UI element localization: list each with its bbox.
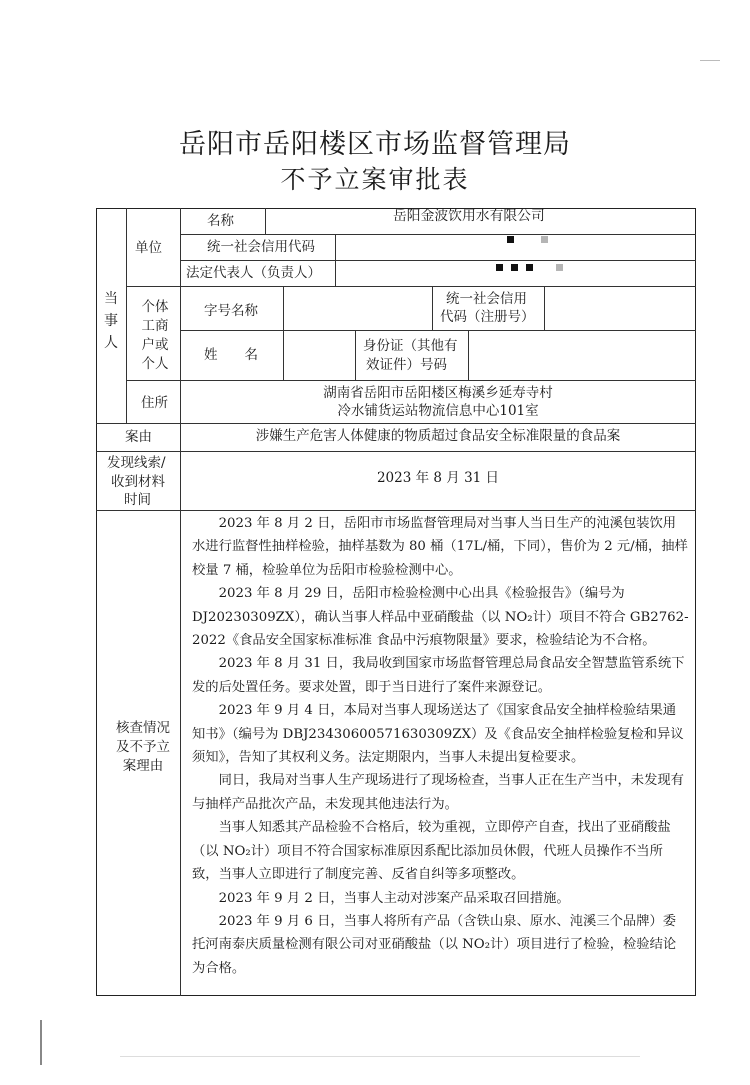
credit-code-label: 统一社会信用代码 — [207, 239, 315, 255]
redaction-mark — [541, 236, 548, 243]
scan-artifact — [700, 60, 720, 61]
review-paragraph: 2023 年 9 月 2 日，当事人主动对涉案产品采取召回措施。 — [218, 890, 570, 906]
rule-individual-bottom — [126, 380, 696, 381]
rule-code-split — [335, 234, 336, 286]
rule-review-col — [180, 510, 181, 996]
redaction-mark — [507, 236, 514, 243]
rule-case-bottom — [96, 451, 696, 452]
scan-artifact — [120, 1056, 640, 1057]
review-label: 核查情况及不予立案理由 — [116, 720, 170, 774]
review-paragraph: 2023 年 9 月 4 日，本局对当事人现场送达了《国家食品安全抽样检验结果通知书》（编号为 DBJ23430600571630309ZX）及《食品安全抽样检验复检和异议须知》，告知了其权利义务。法定期限内，当事人未提出复检要求。 — [192, 703, 684, 766]
rule-party-col — [126, 208, 127, 423]
unit-name-label: 名称 — [207, 213, 234, 229]
indiv-credit-label-1: 统一社会信用 — [446, 291, 527, 307]
review-paragraph: 2023 年 9 月 6 日，当事人将所有产品（含铁山泉、原水、沌溪三个品牌）委托河南泰庆质量检测有限公司对亚硝酸盐（以 NO₂计）项目进行了检验，检验结论为合格。 — [192, 913, 677, 976]
id-label-1: 身份证（其他有 — [363, 338, 458, 354]
id-label-2: 效证件）号码 — [366, 357, 447, 373]
rule-label-col — [180, 208, 181, 511]
rule-indiv-split-3 — [544, 286, 545, 330]
party-label: 当事人 — [104, 291, 118, 351]
review-paragraph: 2023 年 8 月 29 日，岳阳市检验检测中心出具《检验报告》（编号为 DJ20230309ZX），确认当事人样品中亚硝酸盐（以 NO₂计）项目不符合 GB2762-2022《食品安全国家标准标准 食品中污痕物限量》要求，检验结论为不合格。 — [192, 586, 689, 649]
rule-indiv-split — [283, 286, 284, 380]
review-paragraph: 2023 年 8 月 2 日，岳阳市市场监督管理局对当事人当日生产的沌溪包装饮用水进行监督性抽样检验，抽样基数为 80 桶（17L/桶，下同），售价为 2 元/桶，抽样校量 7 桶，检验单位为岳阳市检验检测中心。 — [192, 516, 688, 578]
case-value: 涉嫌生产危害人体健康的物质超过食品安全标准限量的食品案 — [255, 428, 621, 444]
rule-name — [180, 234, 696, 235]
case-label: 案由 — [125, 429, 152, 445]
redaction-mark — [496, 264, 503, 271]
rule-indiv-split-2 — [432, 286, 433, 330]
rule-unit-bottom — [126, 286, 696, 287]
redaction-mark — [511, 264, 518, 271]
rule-name-split — [265, 208, 266, 234]
document-subtitle: 不予立案审批表 — [280, 165, 470, 194]
address-line-2: 冷水铺货运站物流信息中心101室 — [337, 403, 539, 419]
address-label: 住所 — [141, 395, 168, 411]
review-paragraph: 同日，我局对当事人生产现场进行了现场检查，当事人正在生产当中，未发现有与抽样产品批次产品，未发现其他违法行为。 — [192, 773, 684, 812]
rule-indiv-split-4 — [355, 330, 356, 380]
rule-clue-bottom — [96, 510, 696, 511]
clue-label-2: 收到材料 — [111, 474, 165, 490]
redaction-mark — [526, 264, 533, 271]
rule-party-bottom — [96, 423, 696, 424]
trade-name-label: 字号名称 — [204, 303, 258, 319]
review-paragraph: 2023 年 8 月 31 日，我局收到国家市场监督管理总局食品安全智慧监管系统下发的后处置任务。要求处置，即于当日进行了案件来源登记。 — [192, 656, 685, 695]
rule-credit — [180, 260, 696, 261]
clue-label-1: 发现线索/ — [107, 455, 166, 471]
unit-name-value: 岳阳金波饮用水有限公司 — [393, 208, 545, 224]
indiv-credit-label-2: 代码（注册号） — [440, 309, 535, 325]
rule-indiv-split-5 — [468, 330, 469, 380]
review-paragraph: 当事人知悉其产品检验不合格后，较为重视，立即停产自查，找出了亚硝酸盐（以 NO₂计）项目不符合国家标准原因系配比添加员休假，代班人员操作不当所致，当事人立即进行了制度完善、反省自纠等多项整改。 — [192, 820, 671, 883]
indiv-name-label: 姓 名 — [204, 347, 258, 363]
document-title: 岳阳市岳阳楼区市场监督管理局 — [179, 129, 571, 160]
individual-label: 个体工商户或个人 — [141, 299, 169, 372]
scan-artifact — [40, 1020, 42, 1065]
address-line-1: 湖南省岳阳市岳阳楼区梅溪乡延寿寺村 — [323, 385, 553, 401]
clue-label-3: 时间 — [124, 492, 151, 508]
rule-individual-mid — [180, 330, 696, 331]
redaction-mark — [556, 264, 563, 271]
clue-value: 2023 年 8 月 31 日 — [376, 470, 500, 486]
unit-label: 单位 — [135, 240, 162, 256]
review-body — [192, 512, 689, 980]
legal-rep-label: 法定代表人（负责人） — [186, 265, 321, 281]
